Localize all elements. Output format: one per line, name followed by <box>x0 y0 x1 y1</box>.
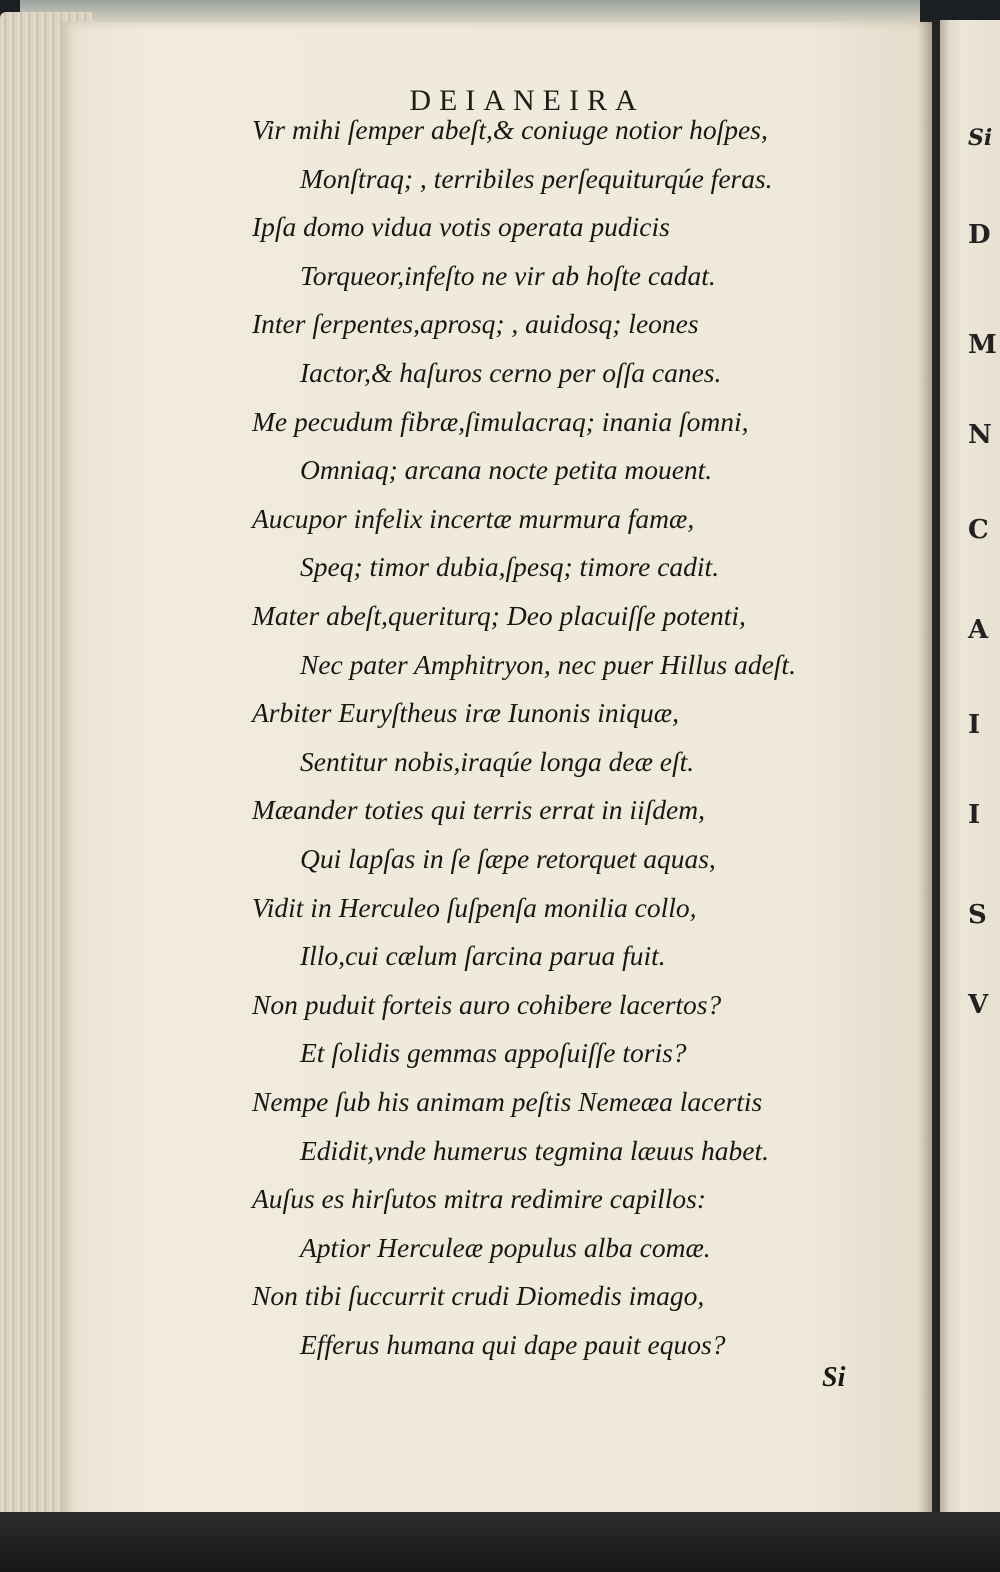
facing-page-letter: V <box>968 990 989 1020</box>
verse-line: Auſus es hirſutos mitra redimire capillos: <box>252 1183 706 1215</box>
facing-page-letter: Si <box>968 125 993 151</box>
verse-line: Mæander toties qui terris errat in iiſdem, <box>252 794 705 826</box>
facing-page <box>940 20 1000 1540</box>
verse-line: Et ſolidis gemmas appoſuiſſe toris? <box>300 1037 687 1069</box>
verse-line: Arbiter Euryſtheus iræ Iunonis iniquæ, <box>252 697 680 729</box>
verse-line: Nempe ſub his animam peſtis Nemeæa lacertis <box>252 1086 763 1117</box>
verse-line: Non tibi ſuccurrit crudi Diomedis imago, <box>252 1280 705 1312</box>
verse-line: Non puduit forteis auro cohibere lacertos? <box>252 988 722 1020</box>
facing-page-letter: S <box>968 900 987 930</box>
verse-line: Vir mihi ſemper abeſt,& coniuge notior hoſpes, <box>252 114 768 145</box>
verse-line: Torqueor,infeſto ne vir ab hoſte cadat. <box>300 259 716 291</box>
verse-line: Sentitur nobis,iraqúe longa deæ eſt. <box>300 745 695 777</box>
facing-page-letter: I <box>968 710 981 740</box>
facing-page-letter: D <box>968 220 991 250</box>
verse-line: Qui lapſas in ſe ſæpe retorquet aquas, <box>300 843 716 874</box>
verse-line: Aucupor infelix incertæ murmura famæ, <box>252 502 695 534</box>
catchword: Si <box>822 1362 846 1393</box>
verse-line: Speq; timor dubia,ſpesq; timore cadit. <box>300 551 720 583</box>
facing-page-letter: N <box>968 420 992 450</box>
verse-line: Monſtraq; , terribiles perſequiturqúe feras. <box>300 162 773 194</box>
verse-line: Aptior Herculeæ populus alba comæ. <box>300 1231 711 1263</box>
verse-line: Efferus humana qui dape pauit equos? <box>300 1329 726 1360</box>
verse-line: Vidit in Herculeo ſuſpenſa monilia collo, <box>252 891 697 923</box>
facing-page-letter: C <box>968 515 989 545</box>
verse-line: Iactor,& haſuros cerno per oſſa canes. <box>300 357 722 388</box>
facing-page-letter: A <box>968 615 989 645</box>
verse-line: Illo,cui cælum ſarcina parua fuit. <box>300 940 666 972</box>
verse-line: Omniaq; arcana nocte petita mouent. <box>300 454 713 486</box>
facing-page-letter: I <box>968 800 981 830</box>
verse-line: Mater abeſt,queriturq; Deo placuiſſe potenti, <box>252 600 746 631</box>
verse-line: Inter ſerpentes,aprosq; , auidosq; leones <box>252 308 699 340</box>
book-page <box>62 22 932 1540</box>
running-head: DEIANEIRA <box>409 84 645 117</box>
verse-line: Nec pater Amphitryon, nec puer Hillus adeſt. <box>300 648 796 680</box>
verse-line: Edidit,vnde humerus tegmina læuus habet. <box>300 1134 769 1166</box>
verse-line: Me pecudum fibræ,ſimulacraq; inania ſomni, <box>252 405 749 437</box>
facing-page-letters <box>940 20 1000 1540</box>
verse-line: Ipſa domo vidua votis operata pudicis <box>252 211 670 243</box>
facing-page-letter: M <box>968 330 997 360</box>
background-bottom <box>0 1512 1000 1572</box>
gutter-shadow <box>918 20 948 1540</box>
